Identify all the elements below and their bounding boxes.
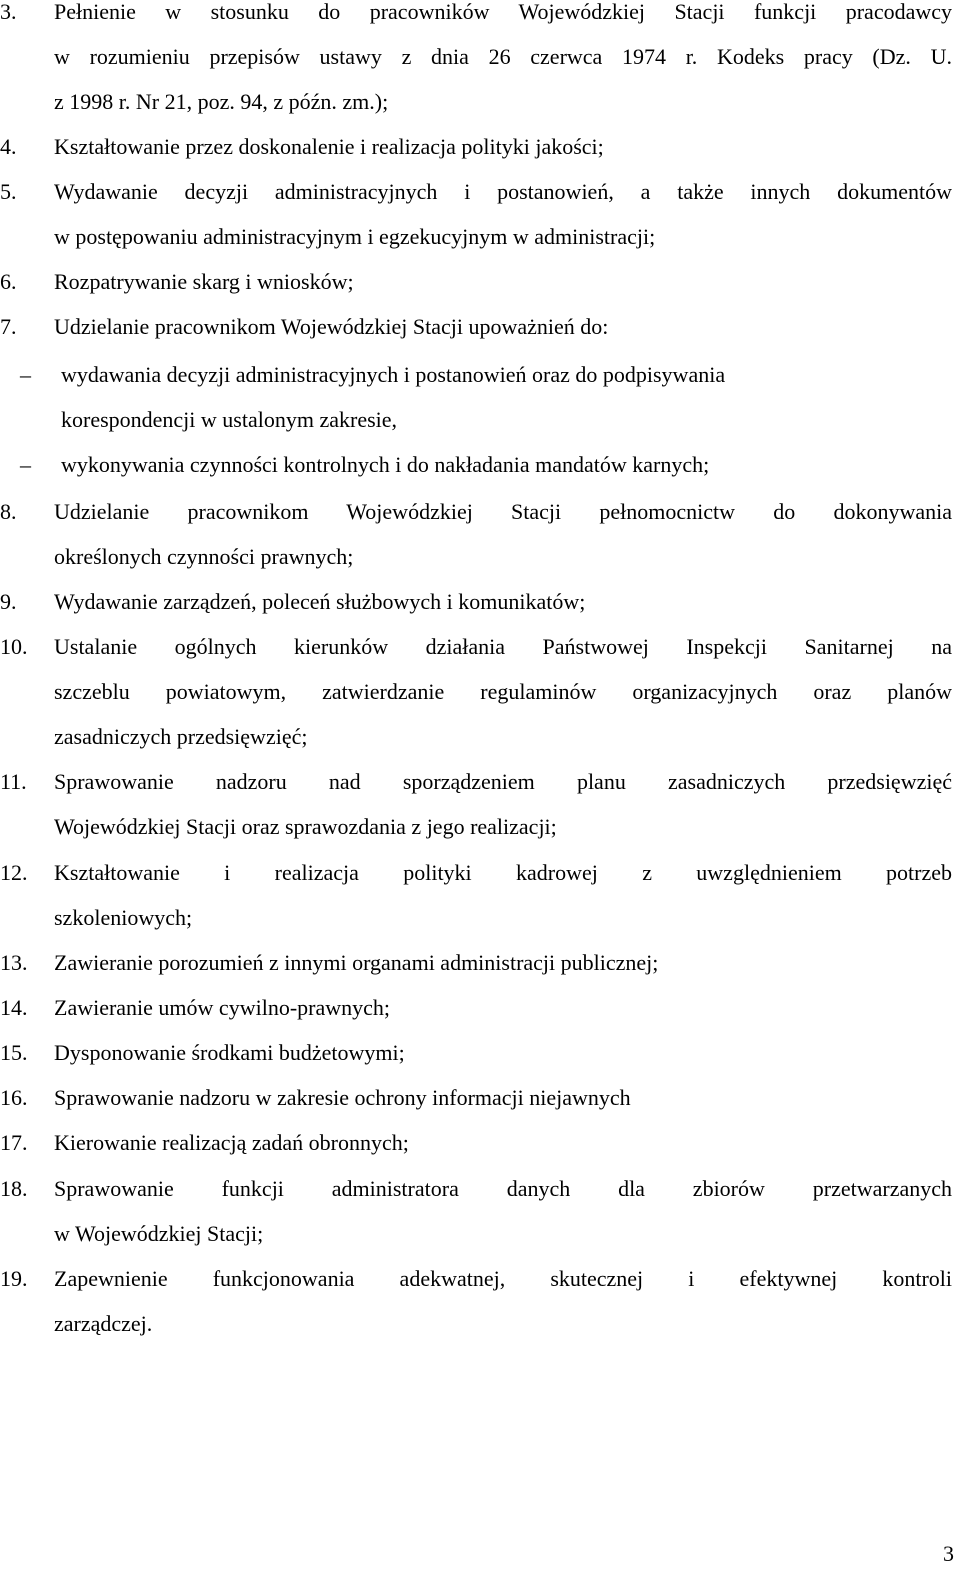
sub-item-text-line: wykonywania czynności kontrolnych i do nakładania mandatów karnych;: [61, 452, 710, 477]
item-text-line: w rozumieniu przepisów ustawy z dnia 26 czerwca 1974 r. Kodeks pracy (Dz. U.: [54, 44, 952, 69]
list-item-10: [0, 632, 960, 662]
item-number: 17.: [0, 1130, 28, 1155]
list-item-7: [0, 312, 960, 342]
item-number: 18.: [0, 1176, 28, 1201]
list-item-15: [0, 1038, 960, 1068]
item-text-line: Rozpatrywanie skarg i wniosków;: [54, 269, 354, 294]
item-number: 12.: [0, 860, 28, 885]
item-text-line: Sprawowanie nadzoru w zakresie ochrony informacji niejawnych: [54, 1085, 631, 1110]
item-text-line: Zawieranie umów cywilno-prawnych;: [54, 995, 390, 1020]
item-text-line: Dysponowanie środkami budżetowymi;: [54, 1040, 405, 1065]
list-item-19: [0, 1264, 960, 1294]
list-item-13: [0, 948, 960, 978]
sub-item-text-line: korespondencji w ustalonym zakresie,: [61, 407, 398, 432]
list-item-3: [0, 0, 960, 27]
item-number: 3.: [0, 0, 17, 24]
item-number: 8.: [0, 499, 17, 524]
list-item-12: [0, 858, 960, 888]
item-number: 19.: [0, 1266, 28, 1291]
item-text-line: z 1998 r. Nr 21, poz. 94, z późn. zm.);: [54, 89, 389, 114]
sub-list-item-1: [0, 360, 960, 390]
dash-bullet: –: [20, 452, 31, 477]
list-item-11: [0, 767, 960, 797]
item-text-line: Zawieranie porozumień z innymi organami administracji publicznej;: [54, 950, 659, 975]
item-number: 7.: [0, 314, 17, 339]
sub-list-item-2: [0, 450, 960, 480]
item-number: 4.: [0, 134, 17, 159]
page-number: 3: [943, 1541, 954, 1566]
item-number: 16.: [0, 1085, 28, 1110]
item-text-line: Wydawanie zarządzeń, poleceń służbowych i komunikatów;: [54, 589, 586, 614]
item-number: 11.: [0, 769, 27, 794]
item-number: 14.: [0, 995, 28, 1020]
list-item-5: [0, 177, 960, 207]
list-item-6: [0, 267, 960, 297]
item-text-line: w Wojewódzkiej Stacji;: [54, 1221, 264, 1246]
list-item-9: [0, 587, 960, 617]
list-item-16: [0, 1083, 960, 1113]
list-item-18: [0, 1174, 960, 1204]
list-item-4: [0, 132, 960, 162]
list-item-14: [0, 993, 960, 1023]
item-text-line: określonych czynności prawnych;: [54, 544, 354, 569]
item-text-line: zasadniczych przedsięwzięć;: [54, 724, 308, 749]
item-number: 15.: [0, 1040, 28, 1065]
item-number: 6.: [0, 269, 17, 294]
item-number: 9.: [0, 589, 17, 614]
item-text-line: Udzielanie pracownikom Wojewódzkiej Stacji pełnomocnictw do dokonywania: [54, 499, 952, 524]
item-number: 5.: [0, 179, 17, 204]
item-number: 13.: [0, 950, 28, 975]
item-number: 10.: [0, 634, 28, 659]
item-text-line: Wydawanie decyzji administracyjnych i postanowień, a także innych dokumentów: [54, 179, 952, 204]
dash-bullet: –: [20, 362, 31, 387]
item-text-line: Sprawowanie funkcji administratora danych dla zbiorów przetwarzanych: [54, 1176, 952, 1201]
item-text-line: Kierowanie realizacją zadań obronnych;: [54, 1130, 409, 1155]
item-text-line: Zapewnienie funkcjonowania adekwatnej, skutecznej i efektywnej kontroli: [54, 1266, 952, 1291]
list-item-17: [0, 1128, 960, 1158]
item-text-line: Wojewódzkiej Stacji oraz sprawozdania z jego realizacji;: [54, 814, 557, 839]
item-text-line: szkoleniowych;: [54, 905, 193, 930]
item-text-line: Kształtowanie i realizacja polityki kadrowej z uwzględnieniem potrzeb: [54, 860, 952, 885]
item-text-line: Ustalanie ogólnych kierunków działania Państwowej Inspekcji Sanitarnej na: [54, 634, 952, 659]
item-text-line: Sprawowanie nadzoru nad sporządzeniem planu zasadniczych przedsięwzięć: [54, 769, 952, 794]
sub-item-text-line: wydawania decyzji administracyjnych i postanowień oraz do podpisywania: [61, 362, 726, 387]
item-text-line: Pełnienie w stosunku do pracowników Wojewódzkiej Stacji funkcji pracodawcy: [54, 0, 952, 24]
item-text-line: Kształtowanie przez doskonalenie i realizacja polityki jakości;: [54, 134, 604, 159]
item-text-line: zarządczej.: [54, 1311, 153, 1336]
item-text-line: Udzielanie pracownikom Wojewódzkiej Stacji upoważnień do:: [54, 314, 609, 339]
list-item-8: [0, 497, 960, 527]
item-text-line: w postępowaniu administracyjnym i egzekucyjnym w administracji;: [54, 224, 656, 249]
item-text-line: szczeblu powiatowym, zatwierdzanie regulaminów organizacyjnych oraz planów: [54, 679, 952, 704]
